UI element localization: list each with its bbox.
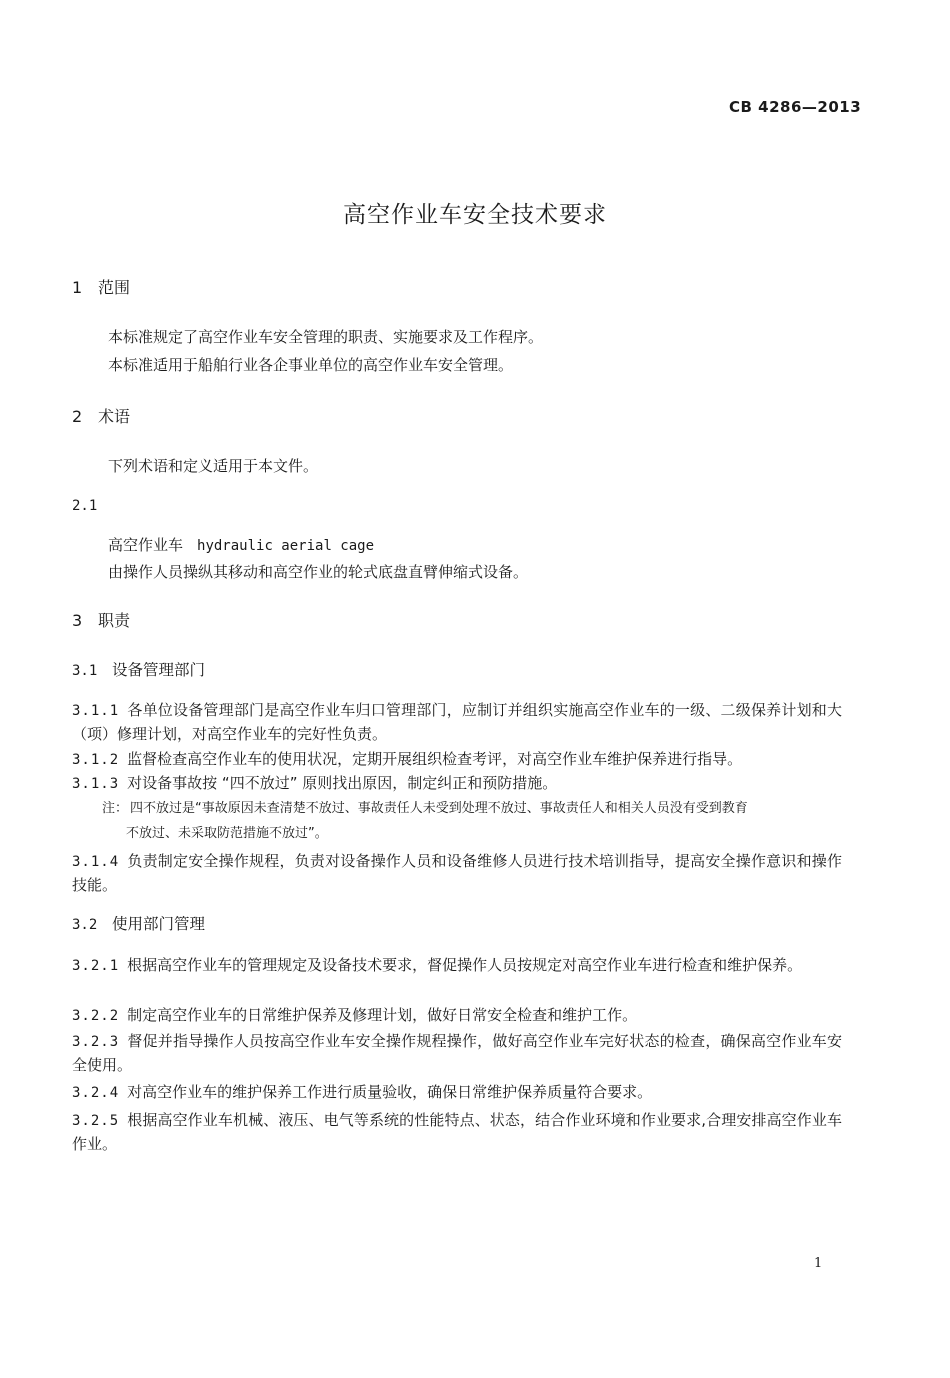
clause-text: 各单位设备管理部门是高空作业车归口管理部门，应制订并组织实施高空作业车的一级、二级保养计划和大（项）修理计划，对高空作业车的完好性负责。 (72, 701, 842, 743)
clause-number: 3.1.4 (72, 854, 120, 870)
subsection-title: 设备管理部门 (112, 661, 206, 679)
section-title: 范围 (98, 278, 131, 297)
clause-text: 制定高空作业车的日常维护保养及修理计划，做好日常安全检查和维护工作。 (127, 1006, 638, 1024)
scope-paragraph-2: 本标准适用于船舶行业各企事业单位的高空作业车安全管理。 (108, 356, 514, 374)
subsection-heading-3-1 (72, 658, 205, 680)
term-entry (108, 534, 374, 555)
clause-number: 3.2.3 (72, 1034, 120, 1050)
section-heading-2 (72, 404, 130, 427)
term-definition: 由操作人员操纵其移动和高空作业的轮式底盘直臂伸缩式设备。 (108, 563, 529, 581)
document-code: CB 4286—2013 (729, 98, 862, 116)
clause-3-2-4 (72, 1081, 842, 1105)
section-heading-3 (72, 608, 130, 631)
clause-number: 3.2.5 (72, 1113, 120, 1129)
section-heading-1 (72, 275, 130, 298)
clause-3-1-4 (72, 850, 842, 897)
clause-number: 3.2.2 (72, 1008, 120, 1024)
note-line-1 (102, 797, 846, 820)
clause-3-1-2 (72, 748, 842, 772)
page-number: 1 (814, 1256, 823, 1271)
clause-number: 3.1.2 (72, 752, 120, 768)
clause-text: 对高空作业车的维护保养工作进行质量验收，确保日常维护保养质量符合要求。 (127, 1083, 653, 1101)
subsection-number: 2.1 (72, 498, 98, 514)
clause-text: 对设备事故按 “四不放过” 原则找出原因，制定纠正和预防措施。 (127, 774, 558, 792)
clause-text: 监督检查高空作业车的使用状况，定期开展组织检查考评，对高空作业车维护保养进行指导。 (127, 750, 743, 768)
clause-3-1-1 (72, 699, 842, 746)
terms-paragraph: 下列术语和定义适用于本文件。 (108, 457, 319, 475)
section-number: 3 (72, 611, 83, 630)
clause-text: 督促并指导操作人员按高空作业车安全操作规程操作，做好高空作业车完好状态的检查，确保高空作业车安全使用。 (72, 1032, 842, 1074)
page-title: 高空作业车安全技术要求 (343, 202, 607, 228)
note-line-2: 不放过、未采取防范措施不放过”。 (126, 826, 328, 841)
section-title: 职责 (98, 611, 131, 630)
subsection-number: 3.2 (72, 917, 98, 933)
scope-paragraph-1: 本标准规定了高空作业车安全管理的职责、实施要求及工作程序。 (108, 328, 544, 346)
term-english: hydraulic aerial cage (197, 538, 375, 554)
clause-3-2-5 (72, 1109, 842, 1156)
clause-number: 3.1.3 (72, 776, 120, 792)
subsection-heading-2-1 (72, 496, 112, 514)
term-name: 高空作业车 (108, 536, 184, 554)
subsection-heading-3-2 (72, 912, 205, 934)
clause-number: 3.2.4 (72, 1085, 120, 1101)
clause-3-1-3 (72, 772, 842, 796)
section-number: 2 (72, 407, 83, 426)
clause-text: 负责制定安全操作规程，负责对设备操作人员和设备维修人员进行技术培训指导，提高安全操作意识和操作技能。 (72, 852, 842, 894)
section-number: 1 (72, 278, 83, 297)
clause-text: 根据高空作业车机械、液压、电气等系统的性能特点、状态，结合作业环境和作业要求,合理安排高空作业车作业。 (72, 1111, 842, 1153)
clause-number: 3.2.1 (72, 958, 120, 974)
subsection-number: 3.1 (72, 663, 98, 679)
clause-number: 3.1.1 (72, 703, 120, 719)
section-title: 术语 (98, 407, 131, 426)
clause-text: 根据高空作业车的管理规定及设备技术要求，督促操作人员按规定对高空作业车进行检查和维护保养。 (127, 956, 803, 974)
subsection-title: 使用部门管理 (112, 915, 206, 933)
clause-3-2-1 (72, 954, 842, 978)
note-label: 注： (102, 801, 129, 816)
note-text: 四不放过是“事故原因未查清楚不放过、事故责任人未受到处理不放过、事故责任人和相关人员没有受到教育 (130, 801, 748, 816)
clause-3-2-3 (72, 1030, 842, 1077)
clause-3-2-2 (72, 1004, 842, 1028)
